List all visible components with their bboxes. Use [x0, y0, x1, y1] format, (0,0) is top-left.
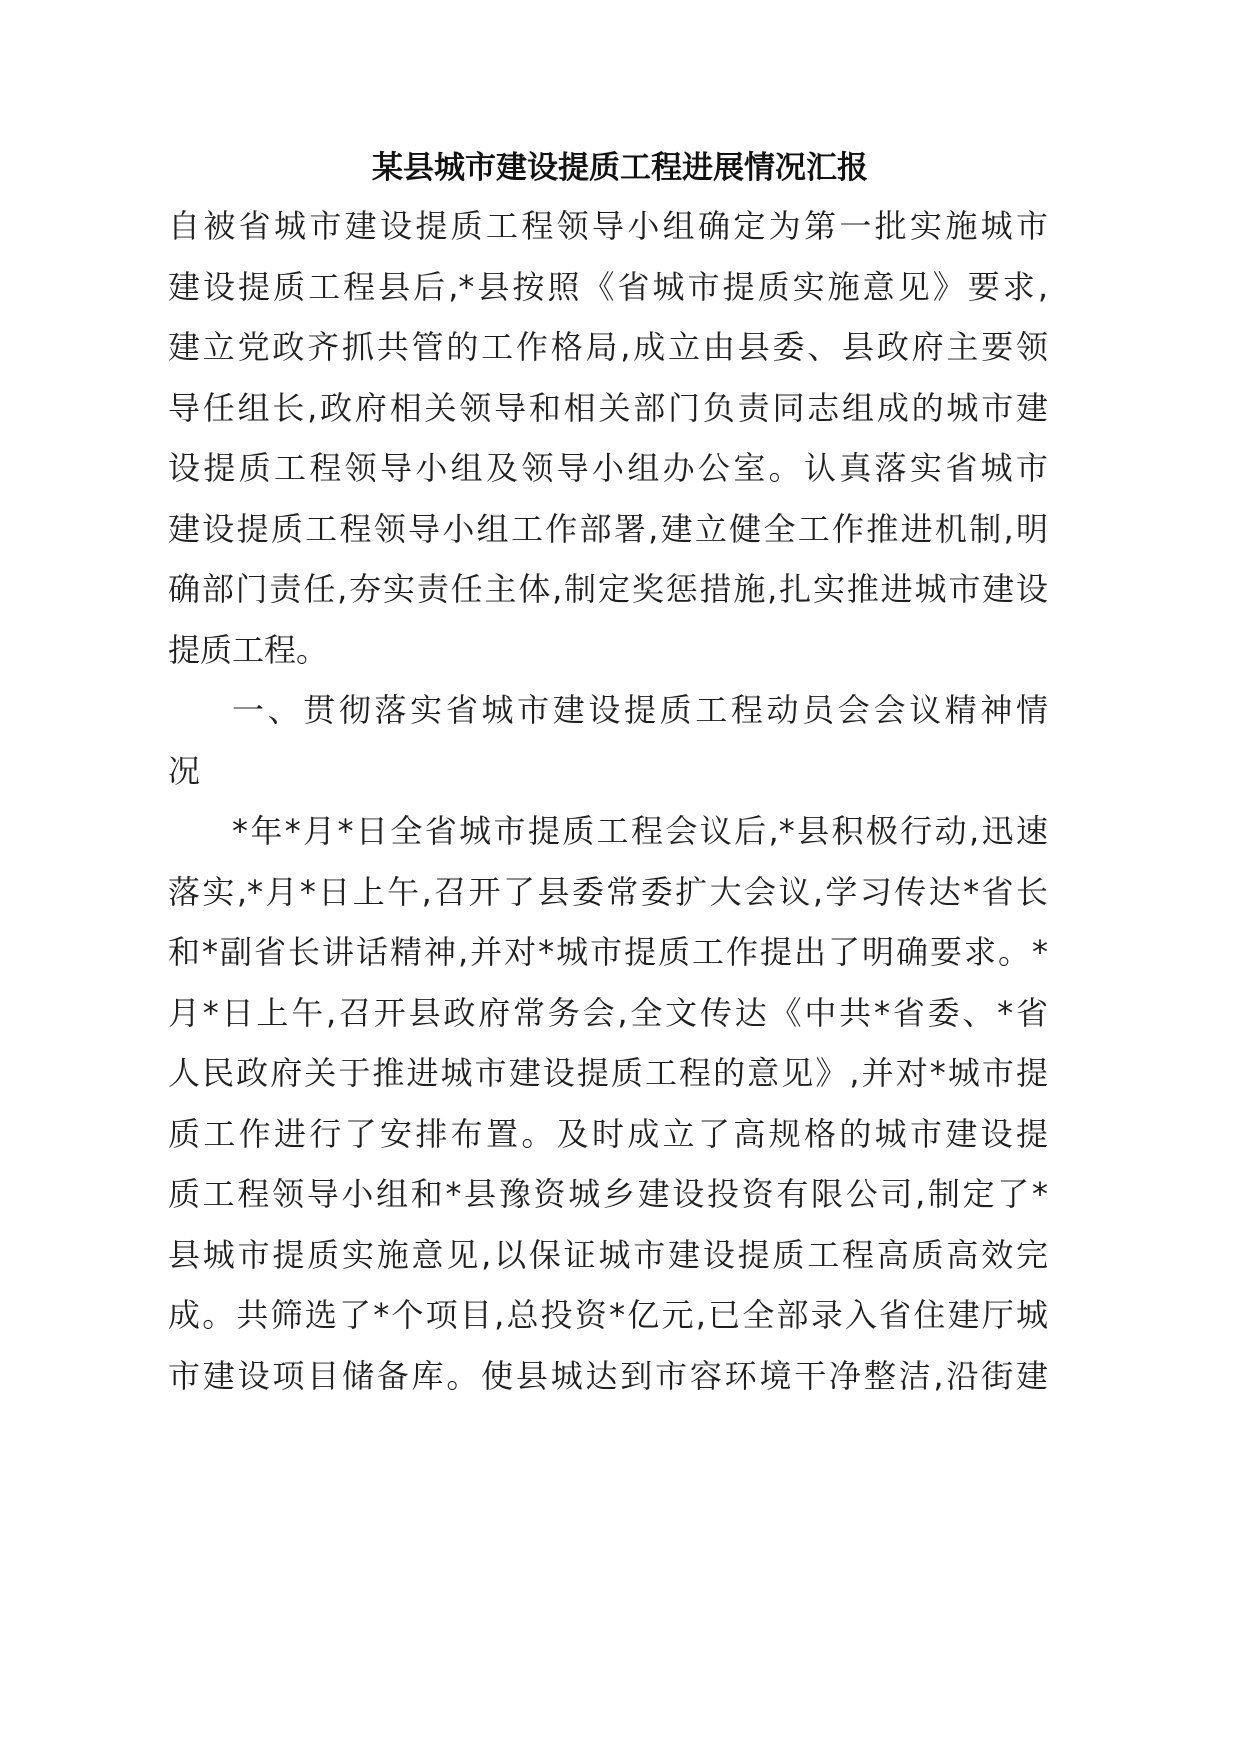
paragraph-line: 导任组长,政府相关领导和相关部门负责同志组成的城市建	[168, 388, 1048, 427]
paragraph-line: 建设提质工程县后,*县按照《省城市提质实施意见》要求,	[168, 267, 1048, 306]
paragraph-line: 质工程领导小组和*县豫资城乡建设投资有限公司,制定了*	[168, 1175, 1048, 1213]
paragraph-line: 建设提质工程领导小组工作部署,建立健全工作推进机制,明	[168, 509, 1048, 548]
paragraph-line: 和*副省长讲话精神,并对*城市提质工作提出了明确要求。*	[168, 933, 1048, 971]
paragraph-line: 落实,*月*日上午,召开了县委常委扩大会议,学习传达*省长	[168, 872, 1048, 911]
paragraph-line: 成。共筛选了*个项目,总投资*亿元,已全部录入省住建厅城	[168, 1296, 1048, 1334]
paragraph-line: 建立党政齐抓共管的工作格局,成立由县委、县政府主要领	[168, 328, 1048, 366]
paragraph-line: 确部门责任,夯实责任主体,制定奖惩措施,扎实推进城市建设	[168, 570, 1048, 608]
paragraph-line: 人民政府关于推进城市建设提质工程的意见》,并对*城市提	[168, 1054, 1048, 1092]
paragraph-line: 自被省城市建设提质工程领导小组确定为第一批实施城市	[168, 207, 1048, 245]
paragraph-line: 提质工程。	[168, 630, 329, 669]
document-body	[168, 196, 1048, 1406]
paragraph-line: 月*日上午,召开县政府常务会,全文传达《中共*省委、*省	[168, 993, 1048, 1032]
section-heading-line: 一、贯彻落实省城市建设提质工程动员会会议精神情	[232, 691, 1048, 729]
paragraph-line: 县城市提质实施意见,以保证城市建设提质工程高质高效完	[168, 1235, 1048, 1274]
section-heading-line: 况	[168, 751, 201, 790]
paragraph-line: *年*月*日全省城市提质工程会议后,*县积极行动,迅速	[232, 812, 1048, 850]
paragraph-line: 市建设项目储备库。使县城达到市容环境干净整洁,沿街建	[168, 1356, 1048, 1395]
paragraph-line: 质工作进行了安排布置。及时成立了高规格的城市建设提	[168, 1114, 1048, 1153]
paragraph-line: 设提质工程领导小组及领导小组办公室。认真落实省城市	[168, 449, 1048, 487]
document-title: 某县城市建设提质工程进展情况汇报	[372, 150, 868, 186]
